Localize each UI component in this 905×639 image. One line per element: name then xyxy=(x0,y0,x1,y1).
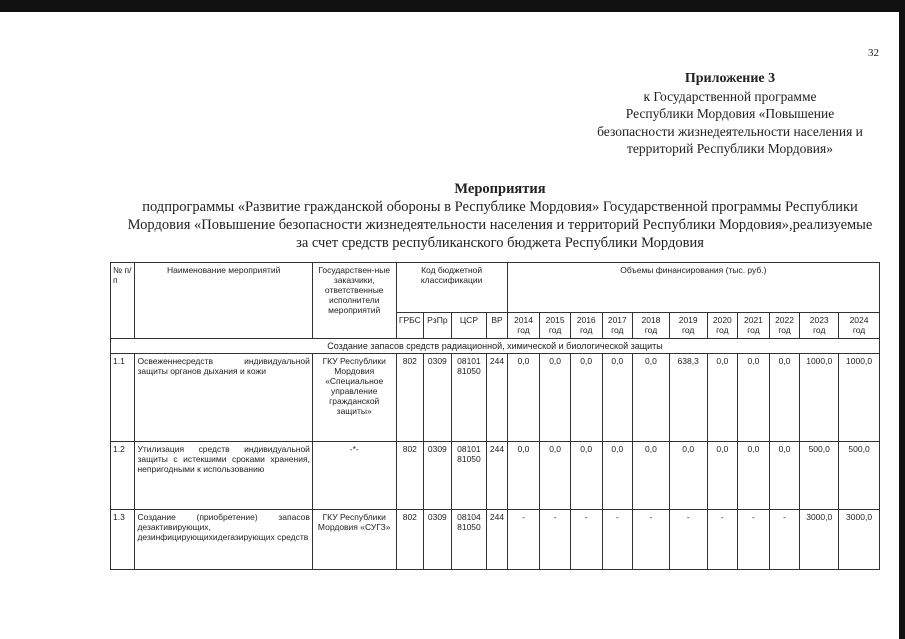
header-num: № п/п xyxy=(111,263,135,339)
row-value: 638,3 xyxy=(669,354,707,442)
row-value: 0,0 xyxy=(570,442,602,510)
header-year xyxy=(570,313,602,339)
year-unit: год xyxy=(611,325,624,335)
year-value: 2015 xyxy=(545,315,565,325)
year-unit: год xyxy=(778,325,791,335)
row-customer: ГКУ Республики Мордовия «СУГЗ» xyxy=(312,510,396,570)
row-customer: ГКУ Республики Мордовия «Специальное управление гражданской защиты» xyxy=(312,354,396,442)
row-value: 0,0 xyxy=(507,442,540,510)
year-value: 2014 xyxy=(514,315,533,325)
table-row xyxy=(111,442,880,510)
header-year xyxy=(839,313,880,339)
section-row xyxy=(111,339,880,354)
row-value: 500,0 xyxy=(800,442,839,510)
document-title-line: Мордовия «Повышение безопасности жизнедеятельности населения и территорий Республики Мордовия»,реализуемые xyxy=(127,217,873,233)
header-year xyxy=(540,313,571,339)
year-value: 2022 xyxy=(775,315,794,325)
year-unit: год xyxy=(644,325,658,335)
year-unit: год xyxy=(548,325,562,335)
row-value: - xyxy=(570,510,602,570)
appendix-title: Приложение 3 xyxy=(684,71,776,86)
appendix-line: территорий Республики Мордовия» xyxy=(627,141,833,156)
header-customer: Государствен-ные заказчики, ответственные исполнители мероприятий xyxy=(312,263,396,339)
table-row xyxy=(111,510,880,570)
row-value: 0,0 xyxy=(540,354,571,442)
header-year xyxy=(769,313,800,339)
year-value: 2020 xyxy=(712,315,732,325)
row-num: 1.3 xyxy=(111,510,135,570)
header-year xyxy=(602,313,633,339)
row-grbs: 802 xyxy=(396,510,424,570)
year-value: 2016 xyxy=(576,315,596,325)
row-value: - xyxy=(633,510,670,570)
row-num: 1.1 xyxy=(111,354,135,442)
appendix-line: безопасности жизнедеятельности населения и xyxy=(597,123,863,139)
year-unit: год xyxy=(813,325,826,335)
header-funding: Объемы финансирования (тыс. руб.) xyxy=(507,263,879,313)
row-csr: 08101 81050 xyxy=(451,354,487,442)
header-year xyxy=(507,313,540,339)
row-value: 1000,0 xyxy=(839,354,880,442)
row-value: - xyxy=(707,510,738,570)
row-customer: -*- xyxy=(312,442,396,510)
row-value: - xyxy=(602,510,633,570)
row-value: 0,0 xyxy=(769,354,800,442)
appendix-line: к Государственной программе xyxy=(643,88,817,104)
section-title: Создание запасов средств радиационной, химической и биологической защиты xyxy=(111,339,880,354)
year-unit: год xyxy=(716,325,729,335)
row-name: Создание (приобретение) запасов дезактивирующих, дезинфицирующихидегазирующих средств xyxy=(135,510,312,570)
row-value: 0,0 xyxy=(602,354,633,442)
header-grbs: ГРБС xyxy=(396,313,424,339)
row-value: 0,0 xyxy=(707,354,738,442)
row-value: 0,0 xyxy=(738,442,770,510)
header-year xyxy=(738,313,770,339)
row-value: 0,0 xyxy=(570,354,602,442)
row-name: Освеженнесредств индивидуальной защиты органов дыхания и кожи xyxy=(135,354,312,442)
header-vr: ВР xyxy=(487,313,507,339)
year-unit: год xyxy=(852,325,866,335)
row-value: 0,0 xyxy=(738,354,770,442)
row-value: 3000,0 xyxy=(800,510,839,570)
row-rzpr: 0309 xyxy=(424,510,452,570)
document-title xyxy=(110,180,890,252)
row-value: 0,0 xyxy=(707,442,738,510)
row-value: 0,0 xyxy=(769,442,800,510)
document-title-line: подпрограммы «Развитие гражданской обороны в Республике Мордовия» Государственной программы Республики xyxy=(142,199,858,215)
document-heading: Мероприятия xyxy=(454,181,546,197)
header-year xyxy=(633,313,670,339)
row-value: 3000,0 xyxy=(839,510,880,570)
row-value: 500,0 xyxy=(839,442,880,510)
table-header-row xyxy=(111,263,880,313)
year-unit: год xyxy=(681,325,695,335)
row-csr: 08104 81050 xyxy=(451,510,487,570)
header-csr: ЦСР xyxy=(451,313,487,339)
header-year xyxy=(800,313,839,339)
row-value: - xyxy=(738,510,770,570)
row-value: - xyxy=(769,510,800,570)
year-value: 2024 xyxy=(849,315,869,325)
row-value: - xyxy=(540,510,571,570)
appendix-line: Республики Мордовия «Повышение xyxy=(625,106,835,121)
header-rzpr: РзПр xyxy=(424,313,452,339)
row-rzpr: 0309 xyxy=(424,442,452,510)
year-value: 2018 xyxy=(641,315,661,325)
row-value: 0,0 xyxy=(602,442,633,510)
header-year xyxy=(669,313,707,339)
row-name: Утилизация средств индивидуальной защиты с истекшими сроками хранения, непригодными к использованию xyxy=(135,442,312,510)
row-value: 0,0 xyxy=(507,354,540,442)
year-unit: год xyxy=(517,325,530,335)
row-rzpr: 0309 xyxy=(424,354,452,442)
funding-table xyxy=(110,262,880,570)
header-year xyxy=(707,313,738,339)
table-row xyxy=(111,354,880,442)
scan-top-edge xyxy=(0,0,905,12)
row-value: 0,0 xyxy=(633,442,670,510)
row-value: - xyxy=(669,510,707,570)
row-value: 0,0 xyxy=(633,354,670,442)
row-value: 0,0 xyxy=(540,442,571,510)
year-unit: год xyxy=(580,325,593,335)
year-unit: год xyxy=(747,325,760,335)
row-grbs: 802 xyxy=(396,442,424,510)
year-value: 2017 xyxy=(607,315,627,325)
row-csr: 08101 81050 xyxy=(451,442,487,510)
header-budget-code: Код бюджетной классификации xyxy=(396,263,507,313)
row-vr: 244 xyxy=(487,354,507,442)
year-value: 2021 xyxy=(743,315,763,325)
row-value: - xyxy=(507,510,540,570)
row-num: 1.2 xyxy=(111,442,135,510)
header-name: Наименование мероприятий xyxy=(135,263,312,339)
row-vr: 244 xyxy=(487,442,507,510)
row-grbs: 802 xyxy=(396,354,424,442)
row-value: 1000,0 xyxy=(800,354,839,442)
year-value: 2023 xyxy=(809,315,829,325)
row-value: 0,0 xyxy=(669,442,707,510)
row-vr: 244 xyxy=(487,510,507,570)
appendix-header xyxy=(560,70,900,158)
document-title-line: за счет средств республиканского бюджета Республики Мордовия xyxy=(296,235,704,251)
year-value: 2019 xyxy=(678,315,698,325)
page-number: 32 xyxy=(868,47,879,59)
